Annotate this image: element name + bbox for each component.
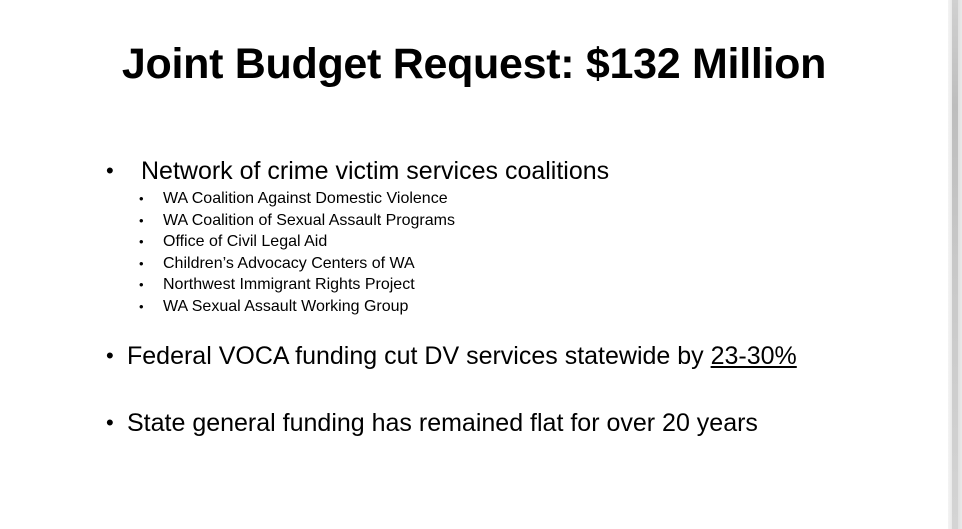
edge-bar (952, 0, 958, 529)
bullet-marker: • (106, 158, 114, 183)
bullet-marker: • (139, 234, 144, 250)
list-item (139, 253, 455, 275)
bullet-marker: • (139, 298, 144, 314)
bullet-marker: • (139, 277, 144, 293)
list-item-text: Office of Civil Legal Aid (163, 233, 328, 251)
bullet-text (127, 341, 797, 371)
list-item-text: Northwest Immigrant Rights Project (163, 276, 415, 294)
bullet-text: Network of crime victim services coalitions (141, 157, 610, 185)
list-item (139, 231, 455, 253)
list-item (139, 274, 455, 296)
list-item (139, 210, 455, 232)
list-item-text: WA Coalition of Sexual Assault Programs (163, 211, 455, 229)
percentage-emphasis: 23-30% (710, 342, 797, 370)
slide-title: Joint Budget Request: $132 Million (121, 40, 827, 88)
list-item-text: WA Coalition Against Domestic Violence (163, 190, 448, 207)
list-item-text: Children’s Advocacy Centers of WA (163, 254, 415, 272)
bullet-text-main: Federal VOCA funding cut DV services statewide by (127, 342, 711, 370)
window-edge (948, 0, 962, 529)
bullet-marker: • (139, 191, 144, 206)
coalition-list (139, 188, 455, 318)
bullet-marker: • (106, 343, 114, 368)
bullet-text: State general funding has remained flat for over 20 years (127, 409, 758, 437)
list-item (139, 296, 455, 318)
bullet-marker: • (139, 212, 144, 228)
list-item-text: WA Sexual Assault Working Group (163, 297, 409, 315)
bullet-marker: • (106, 410, 114, 435)
bullet-marker: • (139, 255, 144, 271)
list-item (139, 188, 455, 210)
